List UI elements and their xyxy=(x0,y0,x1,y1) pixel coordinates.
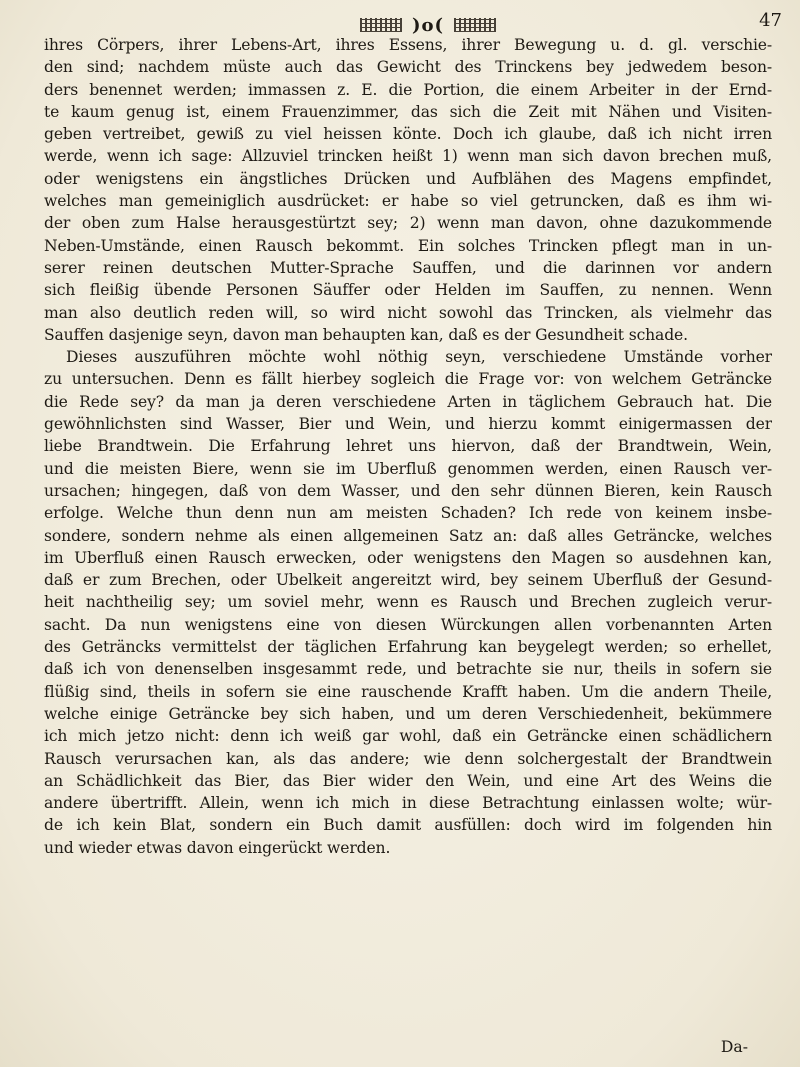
text-line-37: und wieder etwas davon eingerückt werden. xyxy=(44,838,391,857)
text-line-26: heit nachtheilig sey; um soviel mehr, wenn es Rausch und Brechen zugleich verur- xyxy=(44,593,772,612)
text-line-5: geben vertreibet, gewiß zu viel heissen könte. Doch ich glaube, daß ich nicht irren xyxy=(44,125,772,144)
text-line-15: Dieses auszuführen möchte wohl nöthig seyn, verschiedene Umstände vorher xyxy=(66,348,772,367)
text-line-12: sich fleißig übende Personen Säuffer oder Helden im Sauffen, zu nennen. Wenn xyxy=(44,281,772,300)
text-line-27: sacht. Da nun wenigstens eine von diesen Würckungen allen vorbenannten Arten xyxy=(44,615,772,634)
text-line-28: des Geträncks vermittelst der täglichen Erfahrung kan beygelegt werden; so erhellet, xyxy=(44,638,772,657)
text-line-31: welche einige Geträncke bey sich haben, und um deren Verschiedenheit, bekümmere xyxy=(44,704,772,723)
text-line-8: welches man gemeiniglich ausdrücket: er habe so viel getruncken, daß es ihm wi- xyxy=(44,192,772,211)
text-line-4: te kaum genug ist, einem Frauenzimmer, das sich die Zeit mit Nähen und Visiten- xyxy=(44,102,772,121)
text-line-13: man also deutlich reden will, so wird nicht sowohl das Trincken, als vielmehr das xyxy=(44,303,772,322)
left-ornament-icon xyxy=(360,18,402,32)
body-text xyxy=(44,34,772,859)
text-line-30: flüßig sind, theils in sofern sie eine rauschende Krafft haben. Um die andern Theile, xyxy=(44,682,772,701)
text-line-35: andere übertrifft. Allein, wenn ich mich in diese Betrachtung einlassen wolte; wür- xyxy=(44,794,772,813)
text-line-24: im Uberfluß einen Rausch erwecken, oder wenigstens den Magen so ausdehnen kan, xyxy=(44,548,772,567)
text-line-10: Neben-Umstände, einen Rausch bekommt. Ein solches Trincken pflegt man in un- xyxy=(44,236,772,255)
text-line-3: ders benennet werden; immassen z. E. die Portion, die einem Arbeiter in der Ernd- xyxy=(44,80,772,99)
page-number: 47 xyxy=(759,10,782,31)
text-line-20: und die meisten Biere, wenn sie im Uberfluß genommen werden, einen Rausch ver- xyxy=(44,459,772,478)
text-line-1: ihres Cörpers, ihrer Lebens-Art, ihres Essens, ihrer Bewegung u. d. gl. verschie- xyxy=(44,36,772,54)
text-line-25: daß er zum Brechen, oder Ubelkeit angereitzt wird, bey seinem Uberfluß der Gesund- xyxy=(44,571,772,590)
text-line-7: oder wenigstens ein ängstliches Drücken und Aufblähen des Magens empfindet, xyxy=(44,169,772,188)
text-line-29: daß ich von denenselben insgesammt rede, und betrachte sie nur, theils in sofern sie xyxy=(44,660,772,679)
text-line-23: sondere, sondern nehme als einen allgemeinen Satz an: daß alles Geträncke, welches xyxy=(44,526,772,545)
text-line-22: erfolge. Welche thun denn nun am meisten Schaden? Ich rede von keinem insbe- xyxy=(44,504,772,523)
text-line-16: zu untersuchen. Denn es fällt hierbey sogleich die Frage vor: von welchem Geträncke xyxy=(44,370,772,389)
header-center: )o( xyxy=(412,14,445,36)
text-line-36: de ich kein Blat, sondern ein Buch damit ausfüllen: doch wird im folgenden hin xyxy=(44,816,772,835)
text-line-9: der oben zum Halse herausgestürtzt sey; 2) wenn man davon, ohne dazukommende xyxy=(44,214,772,233)
text-line-6: werde, wenn ich sage: Allzuviel trincken heißt 1) wenn man sich davon brechen muß, xyxy=(44,147,772,166)
right-ornament-icon xyxy=(454,18,496,32)
catchword: Da- xyxy=(720,1038,748,1056)
text-line-18: gewöhnlichsten sind Wasser, Bier und Wein, und hierzu kommt einigermassen der xyxy=(44,415,772,434)
text-line-2: den sind; nachdem müste auch das Gewicht des Trinckens bey jedwedem beson- xyxy=(44,58,772,77)
text-line-11: serer reinen deutschen Mutter-Sprache Sauffen, und die darinnen vor andern xyxy=(44,258,772,277)
text-line-21: ursachen; hingegen, daß von dem Wasser, und den sehr dünnen Bieren, kein Rausch xyxy=(44,481,772,500)
text-line-33: Rausch verursachen kan, als das andere; wie denn solchergestalt der Brandtwein xyxy=(44,749,772,768)
text-line-14: Sauffen dasjenige seyn, davon man behaupten kan, daß es der Gesundheit schade. xyxy=(44,325,688,344)
text-line-32: ich mich jetzo nicht: denn ich weiß gar wohl, daß ein Geträncke einen schädlichern xyxy=(44,727,772,746)
text-line-19: liebe Brandtwein. Die Erfahrung lehret uns hiervon, daß der Brandtwein, Wein, xyxy=(44,437,772,456)
text-line-17: die Rede sey? da man ja deren verschiedene Arten in täglichem Gebrauch hat. Die xyxy=(44,392,772,411)
text-line-34: an Schädlichkeit das Bier, das Bier wider den Wein, und eine Art des Weins die xyxy=(44,771,772,790)
